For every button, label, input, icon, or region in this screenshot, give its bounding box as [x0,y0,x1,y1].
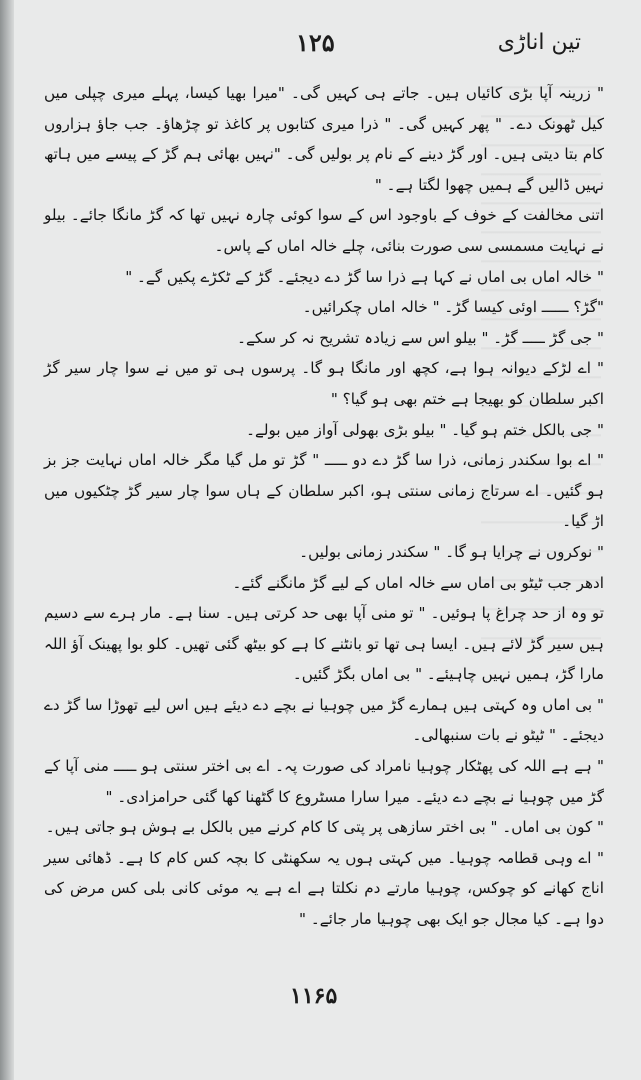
paragraph: " اے بوا سکندر زمانی، ذرا سا گڑ دے دو ـــــ " گڑ تو مل گیا مگر خالہ اماں نہایت جز بز ہو گئیں۔ اے سرتاج زمانی سنتی ہو، اکبر سلطان کے ہاں سوا چار سیر گڑ چٹکیوں میں اڑ گیا۔ [44,451,604,531]
paragraph: " اے وہی قطامہ چوہیا۔ میں کہتی ہوں یہ سکھنٹی کا بچہ کس کام کا ہے۔ ڈھائی سیر اناج کھانے کو چوکس، چوہیا مارتے دم نکلتا ہے اے ہے یہ موئی کانی بلی کس مرض کی دوا ہے۔ کیا مجال جو ایک بھی چوہیا مار جائے۔ " [44,848,604,929]
paragraph: اتنی مخالفت کے خوف کے باوجود اس کے سوا کوئی چارہ نہیں تھا کہ گڑ مانگا جائے۔ بیلو نے نہایت مسمسی سی صورت بنائی، چلے خالہ اماں کے پاس۔ [44,206,604,255]
running-title: تین اناڑی [497,30,581,55]
paragraph: " ہے ہے اللہ کی پھٹکار چوہیا نامراد کی صورت پہ۔ اے بی اختر سنتی ہو ـــــ منی آپا کے گڑ میں چوہیا نے بچے دے دیئے۔ میرا سارا مسٹروع کا گٹھنا کھا گئی حرامزادی۔ " [44,757,604,806]
footer-number: ۱۱۶۵ [290,983,338,1009]
paragraph: " کون بی اماں۔ " بی اختر سازھی پر پتی کا کام کرنے میں بالکل بے ہوش ہو جاتی ہیں۔ [45,818,604,837]
paragraph: " جی بالکل ختم ہو گیا۔ " بیلو بڑی بھولی آواز میں بولے۔ [246,420,604,439]
paragraph: " اے لڑکے دیوانہ ہوا ہے، کچھ اور مانگا ہو گا۔ پرسوں ہی تو میں نے سوا چار سیر گڑ اکبر سلطان کو بھیجا ہے ختم بھی ہو گیا؟ " [44,359,604,408]
page-binding-shadow [0,0,14,1080]
paragraph: " زرینہ آپا بڑی کائیاں ہیں۔ جاتے ہی کہیں گی۔ "میرا بھیا کیسا، پہلے میری چپلی میں کیل ٹھونک دے۔ " پھر کہیں گی۔ " ذرا میری کتابوں پر کاغذ تو چڑھاؤ۔ جب جاؤ ہزاروں کام بتا دیتی ہیں۔ اور گڑ دینے کے نام پر بولیں گی۔ "نہیں بھائی ہم گڑ کے پیسے میں ہاتھ نہیں ڈالیں گے ہمیں چھوا لگتا ہے۔ " [44,84,604,194]
paragraph: " بی اماں وہ کہتی ہیں ہمارے گڑ میں چوہیا نے بچے دے دیئے ہیں اس لیے تھوڑا سا گڑ دے دیجئے۔ " ٹیٹو نے بات سنبھالی۔ [44,695,604,745]
page-body [44,78,604,935]
paragraph: ادھر جب ٹیٹو بی اماں سے خالہ اماں کے لیے گڑ مانگنے گئے۔ [232,573,604,592]
paragraph: " جی گڑ ـــــ گڑ۔ " بیلو اس سے زیادہ تشریح نہ کر سکے۔ [237,328,604,347]
paragraph: " خالہ اماں بی اماں نے کہا ہے ذرا سا گڑ دے دیجئے۔ گڑ کے ٹکڑے پکیں گے۔ " [125,267,604,286]
paragraph: " نوکروں نے چرایا ہو گا۔ " سکندر زمانی بولیں۔ [299,542,604,561]
page-number: ۱۲۵ [296,28,335,57]
paragraph: "گڑ؟ ــــــ اوئی کیسا گڑ۔ " خالہ اماں چکرائیں۔ [302,298,604,317]
paragraph: تو وہ از حد چراغ پا ہوئیں۔ " تو منی آپا بھی حد کرتی ہیں۔ سنا ہے۔ مار ہرے سے دسیم ہیں سیر گڑ لائے ہیں۔ ایسا ہی تھا تو بانٹنے کا ہے کو بیٹھ گئی تھیں۔ کلو بوا پھینک آؤ اللہ مارا گڑ، ہمیں نہیں چاہیئے۔ " بی اماں بگڑ گئیں۔ [44,604,604,684]
